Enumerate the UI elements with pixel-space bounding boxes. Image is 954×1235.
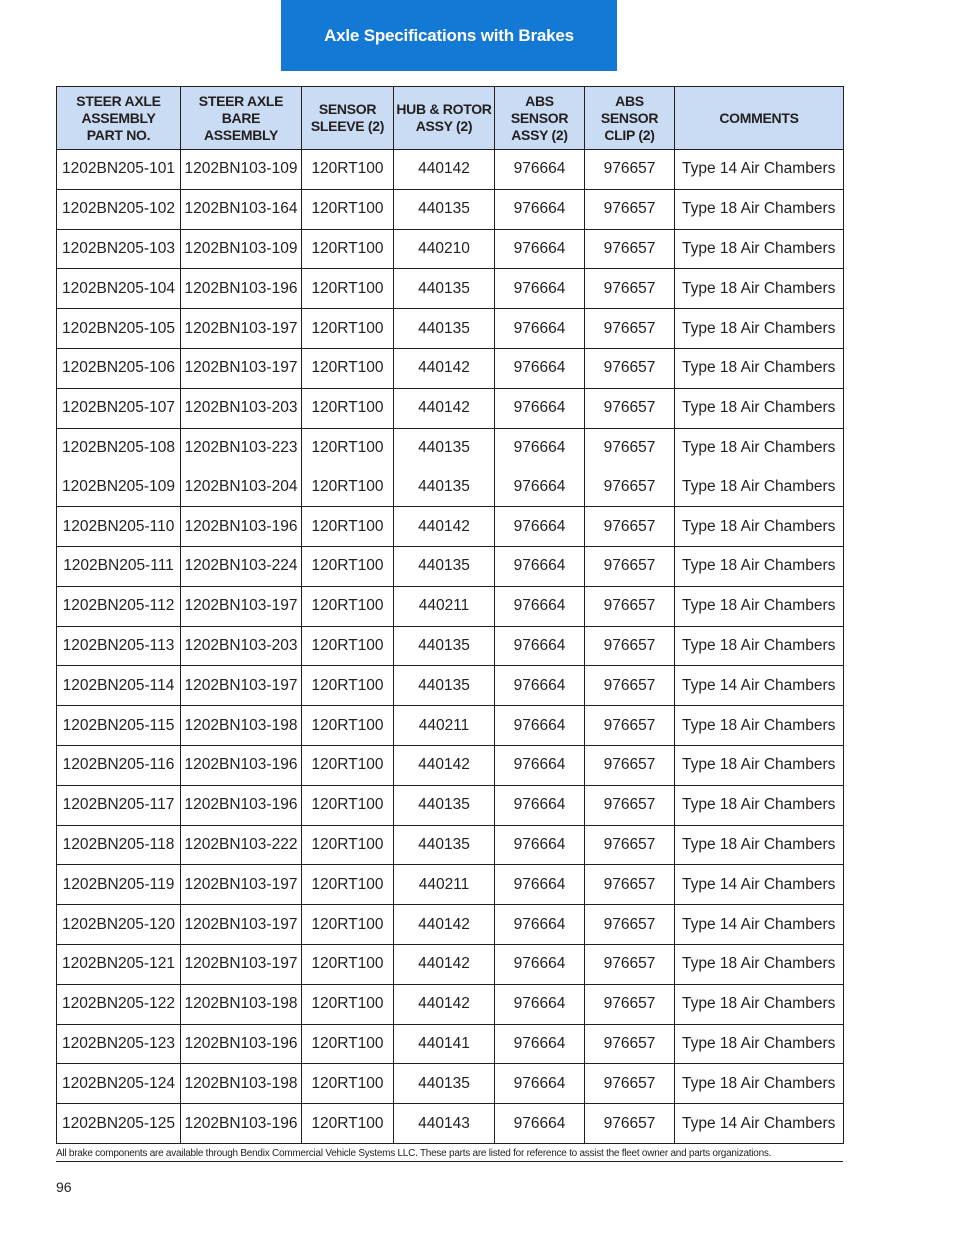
table-cell: 120RT100 <box>302 706 394 746</box>
table-cell: 1202BN205-114 <box>57 666 181 706</box>
table-row <box>57 348 844 388</box>
table-row <box>57 229 844 269</box>
table-cell: Type 18 Air Chambers <box>675 1024 844 1064</box>
table-cell: 440135 <box>394 825 495 865</box>
table-cell: 1202BN205-106 <box>57 348 181 388</box>
table-cell: 1202BN205-122 <box>57 984 181 1024</box>
table-body <box>57 150 844 1144</box>
table-cell: 440142 <box>394 388 495 428</box>
table-cell: 1202BN103-198 <box>181 1064 302 1104</box>
table-cell: 976657 <box>585 507 675 547</box>
table-cell: Type 18 Air Chambers <box>675 825 844 865</box>
table-cell: 440211 <box>394 706 495 746</box>
table-cell: 976664 <box>495 309 585 349</box>
axle-specs-table <box>56 86 844 1144</box>
table-cell: Type 18 Air Chambers <box>675 984 844 1024</box>
table-cell: 976664 <box>495 785 585 825</box>
table-cell: Type 18 Air Chambers <box>675 309 844 349</box>
table-cell: 120RT100 <box>302 507 394 547</box>
table-cell: 976657 <box>585 825 675 865</box>
table-cell: 1202BN103-197 <box>181 944 302 984</box>
table-cell: 976657 <box>585 944 675 984</box>
table-cell: 1202BN103-196 <box>181 1024 302 1064</box>
table-row <box>57 626 844 666</box>
table-cell: 1202BN205-103 <box>57 229 181 269</box>
table-header-row <box>57 87 844 150</box>
table-cell: 976657 <box>585 984 675 1024</box>
table-cell: 976664 <box>495 586 585 626</box>
table-cell: 1202BN205-116 <box>57 745 181 785</box>
column-header: STEER AXLE BARE ASSEMBLY <box>181 87 302 150</box>
table-cell: 976657 <box>585 666 675 706</box>
table-cell: 1202BN103-196 <box>181 269 302 309</box>
table-row <box>57 984 844 1024</box>
table-cell: 440142 <box>394 150 495 190</box>
table-cell: 976657 <box>585 546 675 586</box>
table-row <box>57 428 844 467</box>
table-cell: 976664 <box>495 745 585 785</box>
column-header: STEER AXLE ASSEMBLY PART NO. <box>57 87 181 150</box>
table-cell: 120RT100 <box>302 428 394 467</box>
table-row <box>57 1064 844 1104</box>
table-cell: 976664 <box>495 944 585 984</box>
table-cell: 976664 <box>495 507 585 547</box>
table-cell: 1202BN205-109 <box>57 467 181 506</box>
table-cell: Type 18 Air Chambers <box>675 944 844 984</box>
table-cell: 120RT100 <box>302 905 394 945</box>
table-row <box>57 944 844 984</box>
table-cell: 1202BN103-109 <box>181 229 302 269</box>
table-cell: 440135 <box>394 546 495 586</box>
table-cell: 1202BN205-115 <box>57 706 181 746</box>
table-cell: 1202BN205-119 <box>57 865 181 905</box>
table-cell: Type 18 Air Chambers <box>675 428 844 467</box>
table-cell: 1202BN205-105 <box>57 309 181 349</box>
table-cell: Type 18 Air Chambers <box>675 269 844 309</box>
table-cell: 1202BN205-107 <box>57 388 181 428</box>
table-cell: 1202BN205-124 <box>57 1064 181 1104</box>
table-cell: 440142 <box>394 507 495 547</box>
table-cell: 976657 <box>585 309 675 349</box>
table-cell: 1202BN205-111 <box>57 546 181 586</box>
table-cell: 120RT100 <box>302 825 394 865</box>
table-cell: 440143 <box>394 1104 495 1144</box>
table-row <box>57 1104 844 1144</box>
table-cell: 1202BN103-197 <box>181 309 302 349</box>
table-cell: 1202BN103-197 <box>181 905 302 945</box>
table-row <box>57 507 844 547</box>
table-cell: 976657 <box>585 745 675 785</box>
table-cell: Type 18 Air Chambers <box>675 586 844 626</box>
table-cell: 1202BN103-196 <box>181 785 302 825</box>
section-title: Axle Specifications with Brakes <box>324 25 574 45</box>
table-row <box>57 706 844 746</box>
table-cell: 120RT100 <box>302 388 394 428</box>
table-cell: 1202BN205-101 <box>57 150 181 190</box>
table-cell: Type 14 Air Chambers <box>675 1104 844 1144</box>
table-cell: Type 14 Air Chambers <box>675 905 844 945</box>
table-cell: 120RT100 <box>302 150 394 190</box>
table-cell: 976664 <box>495 706 585 746</box>
table-row <box>57 388 844 428</box>
table-cell: 440211 <box>394 586 495 626</box>
table-cell: 120RT100 <box>302 984 394 1024</box>
table-cell: 976657 <box>585 586 675 626</box>
table-cell: 120RT100 <box>302 269 394 309</box>
table-cell: 440135 <box>394 269 495 309</box>
table-cell: 120RT100 <box>302 348 394 388</box>
table-cell: 440135 <box>394 428 495 467</box>
table-cell: 976664 <box>495 626 585 666</box>
table-cell: 1202BN205-113 <box>57 626 181 666</box>
table-cell: 976657 <box>585 388 675 428</box>
table-row <box>57 745 844 785</box>
table-cell: 976664 <box>495 1104 585 1144</box>
table-cell: 976657 <box>585 865 675 905</box>
table-cell: 976657 <box>585 706 675 746</box>
table-cell: 440142 <box>394 984 495 1024</box>
table-cell: 1202BN103-223 <box>181 428 302 467</box>
table-cell: 976657 <box>585 626 675 666</box>
table-cell: 976657 <box>585 269 675 309</box>
table-cell: 976664 <box>495 1064 585 1104</box>
table-cell: 976664 <box>495 467 585 506</box>
table-cell: 440135 <box>394 785 495 825</box>
table-cell: Type 14 Air Chambers <box>675 865 844 905</box>
table-cell: 440211 <box>394 865 495 905</box>
page-number: 96 <box>56 1179 72 1195</box>
table-cell: Type 18 Air Chambers <box>675 229 844 269</box>
table-cell: 1202BN103-197 <box>181 348 302 388</box>
table-row <box>57 586 844 626</box>
table-cell: 976657 <box>585 348 675 388</box>
table-cell: 976657 <box>585 1064 675 1104</box>
table-cell: 976664 <box>495 348 585 388</box>
table-cell: Type 18 Air Chambers <box>675 745 844 785</box>
table-cell: 120RT100 <box>302 229 394 269</box>
table-cell: 1202BN103-198 <box>181 984 302 1024</box>
table-cell: 1202BN205-117 <box>57 785 181 825</box>
table-cell: 120RT100 <box>302 944 394 984</box>
table-cell: 120RT100 <box>302 309 394 349</box>
table-cell: 1202BN103-109 <box>181 150 302 190</box>
table-cell: 440135 <box>394 467 495 506</box>
table-cell: 440135 <box>394 309 495 349</box>
table-cell: 976657 <box>585 189 675 229</box>
table-cell: 1202BN103-222 <box>181 825 302 865</box>
table-cell: 120RT100 <box>302 467 394 506</box>
table-cell: Type 14 Air Chambers <box>675 666 844 706</box>
table-cell: 1202BN103-204 <box>181 467 302 506</box>
table-row <box>57 1024 844 1064</box>
table-cell: 976664 <box>495 428 585 467</box>
column-header: ABS SENSOR CLIP (2) <box>585 87 675 150</box>
table-cell: 120RT100 <box>302 546 394 586</box>
table-cell: 976657 <box>585 150 675 190</box>
column-header: HUB & ROTOR ASSY (2) <box>394 87 495 150</box>
table-cell: 1202BN205-123 <box>57 1024 181 1064</box>
table-cell: 1202BN205-104 <box>57 269 181 309</box>
table-cell: 440135 <box>394 626 495 666</box>
table-cell: Type 18 Air Chambers <box>675 785 844 825</box>
table-cell: 1202BN103-197 <box>181 586 302 626</box>
table-cell: 1202BN205-110 <box>57 507 181 547</box>
table-cell: 976657 <box>585 1024 675 1064</box>
table-cell: 976664 <box>495 666 585 706</box>
table-cell: 976664 <box>495 269 585 309</box>
column-header: COMMENTS <box>675 87 844 150</box>
table-cell: Type 18 Air Chambers <box>675 467 844 506</box>
table-cell: 120RT100 <box>302 745 394 785</box>
table-cell: 976664 <box>495 984 585 1024</box>
table-cell: 976664 <box>495 865 585 905</box>
table-cell: 120RT100 <box>302 1064 394 1104</box>
table-cell: 976657 <box>585 428 675 467</box>
table-cell: 976664 <box>495 189 585 229</box>
table-cell: 1202BN205-108 <box>57 428 181 467</box>
table-cell: Type 18 Air Chambers <box>675 1064 844 1104</box>
table-cell: 976664 <box>495 150 585 190</box>
table-row <box>57 269 844 309</box>
table-cell: 440141 <box>394 1024 495 1064</box>
table-cell: 440135 <box>394 666 495 706</box>
table-cell: 1202BN103-198 <box>181 706 302 746</box>
table-cell: 120RT100 <box>302 189 394 229</box>
table-row <box>57 666 844 706</box>
table-cell: 120RT100 <box>302 865 394 905</box>
table-cell: 120RT100 <box>302 666 394 706</box>
table-cell: 440210 <box>394 229 495 269</box>
table-cell: Type 18 Air Chambers <box>675 189 844 229</box>
table-cell: 1202BN103-196 <box>181 745 302 785</box>
table-cell: 1202BN205-125 <box>57 1104 181 1144</box>
table-cell: 1202BN103-224 <box>181 546 302 586</box>
footnote: All brake components are available through Bendix Commercial Vehicle Systems LLC. These parts are listed for reference to assist the fleet owner and parts organizations. <box>56 1148 843 1162</box>
table-cell: 976657 <box>585 467 675 506</box>
table-cell: 440142 <box>394 905 495 945</box>
table-cell: 976664 <box>495 546 585 586</box>
section-banner <box>281 0 617 71</box>
table-cell: 1202BN205-112 <box>57 586 181 626</box>
table-cell: Type 18 Air Chambers <box>675 507 844 547</box>
table-row <box>57 467 844 506</box>
table-cell: 976664 <box>495 825 585 865</box>
table-row <box>57 785 844 825</box>
table-cell: 1202BN205-118 <box>57 825 181 865</box>
table-cell: 440142 <box>394 348 495 388</box>
table-cell: 976657 <box>585 905 675 945</box>
table-cell: 1202BN103-197 <box>181 666 302 706</box>
table-cell: 976657 <box>585 1104 675 1144</box>
table-cell: 1202BN205-121 <box>57 944 181 984</box>
table-cell: 976664 <box>495 905 585 945</box>
column-header: ABS SENSOR ASSY (2) <box>495 87 585 150</box>
table-cell: Type 18 Air Chambers <box>675 388 844 428</box>
table-cell: Type 18 Air Chambers <box>675 348 844 388</box>
table-row <box>57 150 844 190</box>
table-cell: Type 14 Air Chambers <box>675 150 844 190</box>
column-header: SENSOR SLEEVE (2) <box>302 87 394 150</box>
table-cell: Type 18 Air Chambers <box>675 546 844 586</box>
table-row <box>57 825 844 865</box>
table-row <box>57 546 844 586</box>
table-cell: Type 18 Air Chambers <box>675 626 844 666</box>
table-cell: 440142 <box>394 944 495 984</box>
table-cell: 440135 <box>394 1064 495 1104</box>
table-cell: 1202BN103-196 <box>181 1104 302 1144</box>
table-cell: 976664 <box>495 388 585 428</box>
table-cell: 1202BN205-120 <box>57 905 181 945</box>
table-cell: 440135 <box>394 189 495 229</box>
table-row <box>57 189 844 229</box>
table-cell: 1202BN103-196 <box>181 507 302 547</box>
table-cell: 120RT100 <box>302 626 394 666</box>
table-cell: 976657 <box>585 229 675 269</box>
table-cell: 1202BN103-197 <box>181 865 302 905</box>
table-cell: 1202BN205-102 <box>57 189 181 229</box>
table-row <box>57 309 844 349</box>
table-cell: 1202BN103-203 <box>181 388 302 428</box>
table-cell: 976664 <box>495 1024 585 1064</box>
table-cell: 1202BN103-203 <box>181 626 302 666</box>
table-cell: 976664 <box>495 229 585 269</box>
table-cell: 120RT100 <box>302 1104 394 1144</box>
table-cell: 1202BN103-164 <box>181 189 302 229</box>
table-cell: 440142 <box>394 745 495 785</box>
table-cell: Type 18 Air Chambers <box>675 706 844 746</box>
table-cell: 120RT100 <box>302 785 394 825</box>
table-row <box>57 905 844 945</box>
table-cell: 120RT100 <box>302 1024 394 1064</box>
table-cell: 976657 <box>585 785 675 825</box>
table-cell: 120RT100 <box>302 586 394 626</box>
table-row <box>57 865 844 905</box>
